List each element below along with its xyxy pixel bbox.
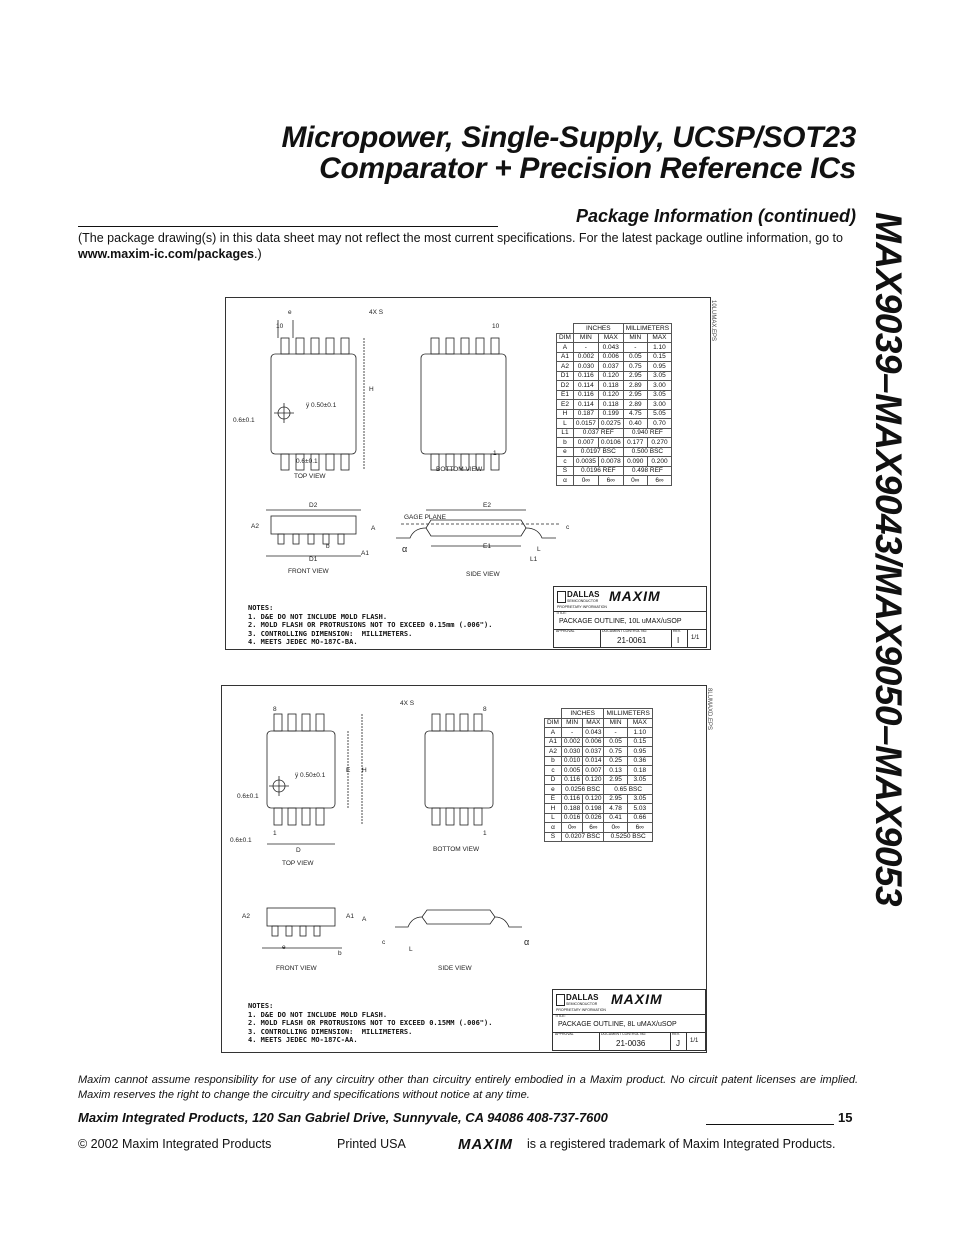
rev-value: J [676,1039,680,1048]
table-cell: - [573,343,598,353]
table-cell: 0.0207 BSC [561,832,604,842]
table-cell: 3.00 [647,400,671,410]
table-cell: 0.120 [583,775,604,785]
table-cell: D2 [557,381,574,391]
table-subhead [545,718,653,728]
table-cell: 2.95 [623,371,647,381]
dimensions-table-8l [544,708,653,842]
table-row [545,823,653,833]
pin-1-bottom-label: 1 [493,450,497,457]
dim-06b-label: 0.6±0.1 [296,458,318,465]
sheet-value: 1/1 [691,635,700,641]
table-cell: 0.65 BSC [604,785,652,795]
table-cell: A2 [545,747,562,757]
table-row [545,747,653,757]
front-view-leads [272,926,320,936]
front-view-caption: FRONT VIEW [288,568,329,575]
pin-10-label: 10 [276,323,284,330]
table-cell: 0.006 [598,352,623,362]
approval-label: APPROVAL [555,1032,574,1036]
table-cell: 0.498 REF [623,466,671,476]
semiconductor-text: SEMICONDUCTOR [567,599,599,603]
table-cell: A [545,728,562,738]
side-view-lead-left [396,528,426,538]
section-heading: Package Information (continued) [575,206,856,226]
table-cell: 0.199 [598,409,623,419]
table-cell: 0.037 [583,747,604,757]
doc-control-label: DOCUMENT CONTROL NO. [602,629,648,633]
table-cell: 0∞ [623,476,647,486]
table-cell: e [545,785,562,795]
table-cell: 3.05 [647,390,671,400]
table-cell: 0.36 [627,756,652,766]
table-row [557,438,672,448]
dim-b-label: b [326,543,330,550]
dim-4xs-label: 4X S [400,700,415,707]
table-row [557,409,672,419]
table-cell: 0.118 [598,400,623,410]
table-row [557,390,672,400]
table-cell: L [557,419,574,429]
table-cell: 0.030 [561,747,582,757]
dim-a-label: A [362,916,367,923]
title-label: TITLE: [555,1014,566,1018]
table-body [545,728,653,842]
intro-paragraph [78,230,858,262]
table-row [557,466,672,476]
front-view-body [271,516,356,534]
table-row [545,766,653,776]
printed-usa: Printed USA [337,1137,406,1151]
dim-a1-label: A1 [361,550,369,557]
rev-value: I [677,636,680,645]
table-row [557,457,672,467]
copyright: © 2002 Maxim Integrated Products [78,1137,272,1151]
table-cell: 0.188 [561,804,582,814]
semiconductor-text: SEMICONDUCTOR [566,1002,598,1006]
top-view-pins-top [281,338,349,354]
outline-title: PACKAGE OUTLINE, 8L uMAX/uSOP [558,1021,677,1028]
dim-d2-label: D2 [309,502,318,509]
table-cell: L [545,813,562,823]
table-cell: 0.006 [583,737,604,747]
dim-e2-label: E2 [483,502,491,509]
table-row [545,728,653,738]
table-cell: 0.41 [604,813,627,823]
dim-050-label: ÿ 0.50±0.1 [306,402,337,409]
title-line-1: Micropower, Single-Supply, UCSP/SOT23 [281,121,856,154]
table-cell: 0.75 [623,362,647,372]
doc-control-label: DOCUMENT CONTROL NO. [601,1032,647,1036]
table-cell: 0.007 [573,438,598,448]
page-number: 15 [838,1110,853,1125]
table-head-inches: INCHES [573,324,623,334]
table-cell: MIN [604,718,627,728]
table-cell: DIM [545,718,562,728]
table-body [557,343,672,486]
dim-4xs-label: 4X S [369,309,384,316]
table-cell: e [557,447,574,457]
table-cell: MAX [647,333,671,343]
dim-c-label: c [382,939,386,946]
table-cell: 6∞ [598,476,623,486]
table-cell: 0.5250 BSC [604,832,652,842]
table-cell: A2 [557,362,574,372]
table-cell: S [545,832,562,842]
table-cell: 0∞ [604,823,627,833]
table-cell: A1 [545,737,562,747]
dim-l-label: L [409,946,413,953]
notes-8l: NOTES: 1. D&E DO NOT INCLUDE MOLD FLASH. 2. MOLD FLASH OR PROTRUSIONS NOT TO EXCEED 0.15MM (.006"). 3. CONTROLLING DIMENSION: MILLIMETERS. 4. MEETS JEDEC MO-187C-AA. [248,1002,493,1044]
table-cell: 6∞ [647,476,671,486]
table-cell: 0.40 [623,419,647,429]
table-cell: 3.00 [647,381,671,391]
side-view-caption: SIDE VIEW [466,571,500,578]
table-cell: - [561,728,582,738]
proprietary-label: PROPRIETARY INFORMATION [556,1008,606,1012]
table-cell: 1.10 [627,728,652,738]
table-cell: MIN [573,333,598,343]
packages-link[interactable]: www.maxim-ic.com/packages [78,247,255,261]
table-cell: b [545,756,562,766]
table-cell: 0.0275 [598,419,623,429]
intro-after: .) [254,247,262,261]
proprietary-label: PROPRIETARY INFORMATION [557,605,607,609]
dim-b-label: b [338,950,342,957]
table-cell: - [604,728,627,738]
table-row [557,362,672,372]
table-cell: H [557,409,574,419]
dim-d-label: D [296,847,301,854]
pin-1-bottom-label: 1 [483,830,487,837]
doc-number: 21-0036 [616,1039,646,1048]
table-cell: 0.120 [583,794,604,804]
table-cell: α [545,823,562,833]
table-head-inches: INCHES [561,709,604,719]
title-label: TITLE: [556,611,567,615]
table-row [545,785,653,795]
top-view-body [267,731,335,808]
table-cell: 0.114 [573,381,598,391]
table-cell: 0.116 [573,371,598,381]
side-title [867,212,909,907]
dim-06-label: 0.6±0.1 [233,417,255,424]
table-cell: 0∞ [561,823,582,833]
table-row [545,756,653,766]
table-cell: 0.116 [573,390,598,400]
table-cell: 0.25 [604,756,627,766]
maxim-logo: MAXIM [609,588,661,604]
table-row [557,400,672,410]
table-cell: D [545,775,562,785]
dallas-text: DALLAS [566,993,599,1002]
table-row [545,813,653,823]
table-cell: 0.002 [561,737,582,747]
table-cell: 0.005 [561,766,582,776]
table-cell: 0.010 [561,756,582,766]
table-cell: S [557,466,574,476]
notes-10l: NOTES: 1. D&E DO NOT INCLUDE MOLD FLASH. 2. MOLD FLASH OR PROTRUSIONS NOT TO EXCEED 0.15mm (.006"). 3. CONTROLLING DIMENSION: MILLIMETERS. 4. MEETS JEDEC MO-187C-BA. [248,604,493,646]
dallas-text: DALLAS [567,590,600,599]
dim-a2-label: A2 [251,523,259,530]
table-row [557,428,672,438]
table-row [545,775,653,785]
table-cell: 0.70 [647,419,671,429]
table-cell: 0.118 [598,381,623,391]
table-cell: - [623,343,647,353]
table-cell: 4.78 [604,804,627,814]
package-drawing-10l [225,297,716,650]
table-row [557,371,672,381]
table-row [557,419,672,429]
table-cell: 1.10 [647,343,671,353]
table-cell: 0.030 [573,362,598,372]
dim-a2-label: A2 [242,913,250,920]
side-title-text: MAX9039–MAX9043/MAX9050–MAX9053 [868,212,909,907]
maxim-logo: MAXIM [611,991,663,1007]
side-view-caption: SIDE VIEW [438,965,472,972]
table-cell: 0.007 [583,766,604,776]
table-cell: 0.66 [627,813,652,823]
table-cell: 2.89 [623,381,647,391]
table-cell: 2.89 [623,400,647,410]
side-view-body [426,520,526,536]
table-cell: 0.037 [598,362,623,372]
table-cell: 0.002 [573,352,598,362]
table-cell: MAX [583,718,604,728]
alpha-label: α [524,937,530,947]
disclaimer: Maxim cannot assume responsibility for use of any circuitry other than circuitry entirely embodied in a Maxim product. No circuit patent licenses are implied. Maxim reserves the right to change the circuitry and specifications without notice at any time. [78,1074,858,1101]
table-cell: 0.114 [573,400,598,410]
section-rule [78,226,498,227]
side-view-lead-left [395,917,422,927]
table-cell: 0.0256 BSC [561,785,604,795]
maxim-footer-logo: MAXIM [458,1136,513,1153]
table-cell: c [557,457,574,467]
table-cell: 0.0035 [573,457,598,467]
dim-d1-label: D1 [309,556,318,563]
dimensions-table-10l [556,323,672,486]
table-cell: 0.15 [627,737,652,747]
rev-label: REV. [672,1032,680,1036]
dim-c-label: c [566,524,570,531]
dim-l1-label: L1 [530,556,538,563]
table-cell: α [557,476,574,486]
dim-h-label: H [369,386,374,393]
title-block-10l [553,586,707,648]
table-cell: 0.026 [583,813,604,823]
table-row [557,381,672,391]
table-cell: E2 [557,400,574,410]
side-view-body [422,910,495,924]
table-cell: 2.95 [604,794,627,804]
table-cell: 0.116 [561,775,582,785]
bottom-view-caption: BOTTOM VIEW [436,466,483,473]
table-cell: D1 [557,371,574,381]
doc-number: 21-0061 [617,636,647,645]
table-cell: 5.03 [627,804,652,814]
table-row [545,804,653,814]
table-cell: 0.18 [627,766,652,776]
table-head-mm: MILLIMETERS [623,324,671,334]
table-row [557,352,672,362]
dim-06b-label: 0.6±0.1 [230,837,252,844]
pin-8-bottom-label: 8 [483,706,487,713]
alpha-label: α [402,544,408,554]
table-cell: MIN [561,718,582,728]
table-cell: 0.940 REF [623,428,671,438]
table-cell: 0.270 [647,438,671,448]
table-cell: c [545,766,562,776]
table-cell: 0∞ [573,476,598,486]
table-cell: 0.016 [561,813,582,823]
dim-e-label: e [288,309,292,316]
file-tag: 8LUMAXD.EPS [706,688,712,731]
pin-10-bottom-label: 10 [492,323,500,330]
table-cell: 0.037 REF [573,428,623,438]
table-cell: 0.043 [583,728,604,738]
table-row [545,737,653,747]
table-cell: 0.187 [573,409,598,419]
table-cell: A [557,343,574,353]
table-cell: 0.05 [604,737,627,747]
bottom-view-caption: BOTTOM VIEW [433,846,480,853]
table-cell: 0.13 [604,766,627,776]
package-drawing-8l [221,685,712,1053]
table-cell: b [557,438,574,448]
table-cell: L1 [557,428,574,438]
dim-h-label: H [362,767,367,774]
table-subhead [557,333,672,343]
table-cell: 4.75 [623,409,647,419]
pin-8-label: 8 [273,706,277,713]
side-view-lead-right [526,528,556,538]
table-cell: 0.0078 [598,457,623,467]
dallas-logo [556,993,599,1008]
front-view-leads [278,534,344,544]
table-cell: DIM [557,333,574,343]
dallas-logo [557,590,600,605]
table-cell: 6∞ [627,823,652,833]
dim-a1-label: A1 [346,913,354,920]
title-block-8l [552,989,706,1051]
intro-before: (The package drawing(s) in this data sheet may not reflect the most current specifications. For the latest package outline information, go to [78,231,843,245]
table-cell: 0.0196 REF [573,466,623,476]
table-cell: 5.05 [647,409,671,419]
table-cell: 0.15 [647,352,671,362]
table-cell: 0.75 [604,747,627,757]
top-view-caption: TOP VIEW [282,860,314,867]
dim-l-label: L [537,546,541,553]
table-cell: 2.95 [623,390,647,400]
table-cell: 3.05 [647,371,671,381]
table-row [545,794,653,804]
trademark-note: is a registered trademark of Maxim Integrated Products. [527,1137,836,1151]
approval-label: APPROVAL [556,629,575,633]
pin-1-label: 1 [273,830,277,837]
dim-050-label: ÿ 0.50±0.1 [295,772,326,779]
table-row [557,447,672,457]
table-cell: 0.014 [583,756,604,766]
side-view-lead-right [495,917,522,927]
dim-e-label: E [346,767,351,774]
gage-plane-label: GAGE PLANE [404,514,446,521]
table-cell: 6∞ [583,823,604,833]
table-head-mm: MILLIMETERS [604,709,652,719]
table-cell: 0.95 [647,362,671,372]
table-cell: E1 [557,390,574,400]
dim-06-label: 0.6±0.1 [237,793,259,800]
table-cell: 0.05 [623,352,647,362]
table-cell: MIN [623,333,647,343]
table-cell: 0.500 BSC [623,447,671,457]
front-view-body [267,908,335,926]
table-cell: 0.120 [598,390,623,400]
bottom-view-body [421,354,506,454]
table-row [545,832,653,842]
table-cell: 0.0157 [573,419,598,429]
table-cell: 3.05 [627,794,652,804]
rev-label: REV. [673,629,681,633]
front-view-caption: FRONT VIEW [276,965,317,972]
table-cell: A1 [557,352,574,362]
table-cell: 0.177 [623,438,647,448]
table-cell: 0.120 [598,371,623,381]
table-cell: 0.0106 [598,438,623,448]
company-address: Maxim Integrated Products, 120 San Gabriel Drive, Sunnyvale, CA 94086 408-737-7600 [78,1110,608,1125]
table-cell: H [545,804,562,814]
footer-rule [706,1124,834,1125]
table-cell: 0.95 [627,747,652,757]
table-cell: 0.200 [647,457,671,467]
title-line-2: Comparator + Precision Reference ICs [319,152,856,185]
dim-e1-label: E1 [483,543,491,550]
table-cell: 0.198 [583,804,604,814]
table-cell: 0.043 [598,343,623,353]
table-cell: E [545,794,562,804]
table-cell: MAX [627,718,652,728]
bottom-view-pins [431,338,499,470]
table-cell: 0.116 [561,794,582,804]
table-row [557,476,672,486]
table-cell: MAX [598,333,623,343]
table-cell: 3.05 [627,775,652,785]
file-tag: 10LUMAX.EPS [710,300,716,342]
page-title [150,122,856,184]
table-cell: 2.95 [604,775,627,785]
dim-e-pitch-label: e [282,944,286,951]
table-cell: 0.0197 BSC [573,447,623,457]
top-view-caption: TOP VIEW [294,473,326,480]
dim-a-label: A [371,525,376,532]
bottom-view-body [425,731,493,808]
sheet-value: 1/1 [690,1038,699,1044]
outline-title: PACKAGE OUTLINE, 10L uMAX/uSOP [559,618,682,625]
table-row [557,343,672,353]
table-cell: 0.090 [623,457,647,467]
